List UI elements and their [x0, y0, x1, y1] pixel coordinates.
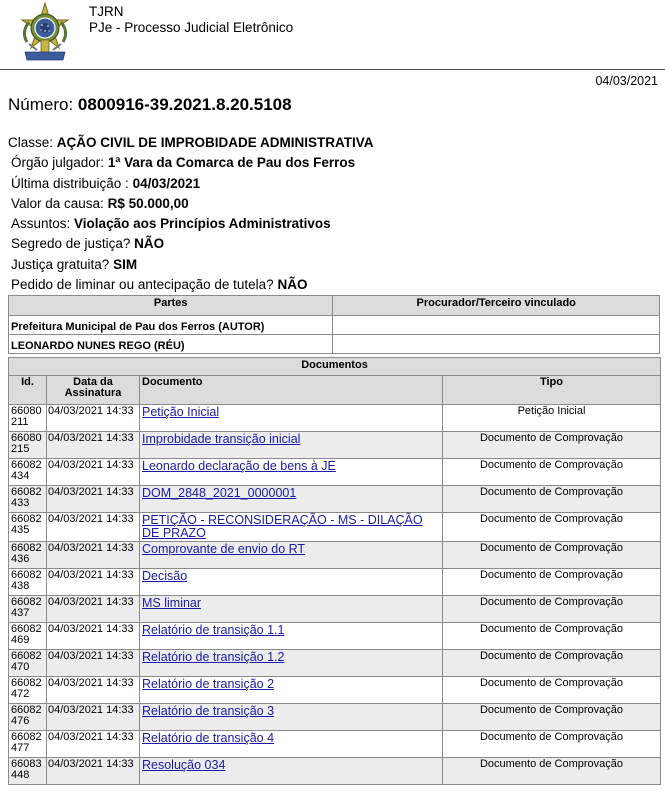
document-date: 04/03/2021 14:33: [47, 596, 140, 623]
meta-distribuicao: [8, 174, 374, 194]
meta-value: AÇÃO CIVIL DE IMPROBIDADE ADMINISTRATIVA: [56, 135, 374, 150]
meta-label: Última distribuição :: [11, 175, 129, 191]
meta-value: SIM: [113, 256, 138, 272]
meta-label: Pedido de liminar ou antecipação de tutela?: [11, 277, 274, 293]
col-type-header: Tipo: [443, 376, 661, 405]
document-date: 04/03/2021 14:33: [47, 513, 140, 542]
document-link[interactable]: MS liminar: [142, 596, 202, 610]
document-row: [9, 650, 661, 677]
document-type: Documento de Comprovação: [443, 758, 661, 785]
header-divider: [0, 69, 665, 70]
document-id: 66080 215: [9, 432, 47, 459]
document-date: 04/03/2021 14:33: [47, 623, 140, 650]
meta-value: 1ª Vara da Comarca de Pau dos Ferros: [107, 155, 356, 171]
document-id: 66082 470: [9, 650, 47, 677]
meta-label: Classe:: [8, 135, 54, 150]
document-cell: [140, 459, 443, 486]
document-cell: [140, 405, 443, 432]
document-type: Petição Inicial: [443, 405, 661, 432]
col-date-header: Data da Assinatura: [47, 376, 140, 405]
document-link[interactable]: Relatório de transição 1.2: [142, 650, 285, 664]
page-header: [0, 0, 665, 70]
document-date: 04/03/2021 14:33: [47, 677, 140, 704]
document-date: 04/03/2021 14:33: [47, 405, 140, 432]
document-row: [9, 704, 661, 731]
document-row: [9, 758, 661, 785]
meta-valor: [8, 194, 374, 214]
document-cell: [140, 569, 443, 596]
document-row: [9, 486, 661, 513]
document-type: Documento de Comprovação: [443, 432, 661, 459]
document-date: 04/03/2021 14:33: [47, 650, 140, 677]
document-cell: [140, 731, 443, 758]
document-id: 66082 438: [9, 569, 47, 596]
document-id: 66082 472: [9, 677, 47, 704]
documentos-column-headers: [9, 376, 661, 405]
document-date: 04/03/2021 14:33: [47, 569, 140, 596]
document-link[interactable]: Resolução 034: [142, 758, 226, 772]
document-date: 04/03/2021 14:33: [47, 704, 140, 731]
document-id: 66082 433: [9, 486, 47, 513]
document-row: [9, 623, 661, 650]
meta-value: Violação aos Princípios Administrativos: [74, 216, 331, 232]
document-type: Documento de Comprovação: [443, 513, 661, 542]
document-date: 04/03/2021 14:33: [47, 459, 140, 486]
document-date: 04/03/2021: [595, 74, 658, 88]
document-cell: [140, 596, 443, 623]
procurador-cell: [333, 335, 660, 354]
document-link[interactable]: Comprovante de envio do RT: [142, 542, 306, 556]
meta-assuntos: [8, 214, 374, 234]
brazil-coat-of-arms-icon: [17, 2, 73, 66]
document-date: 04/03/2021 14:33: [47, 486, 140, 513]
meta-value: NÃO: [277, 277, 308, 293]
document-type: Documento de Comprovação: [443, 731, 661, 758]
document-date: 04/03/2021 14:33: [47, 731, 140, 758]
documentos-title: Documentos: [9, 358, 661, 376]
documentos-body: [9, 405, 661, 785]
document-row: [9, 569, 661, 596]
document-link[interactable]: Relatório de transição 3: [142, 704, 275, 718]
process-number: [8, 95, 292, 115]
document-link[interactable]: PETIÇÃO - RECONSIDERAÇÃO - MS - DILAÇÃO DE PRAZO: [142, 513, 423, 540]
system-name: PJe - Processo Judicial Eletrônico: [89, 20, 294, 35]
document-row: [9, 596, 661, 623]
col-document-header: Documento: [140, 376, 443, 405]
procurador-header: Procurador/Terceiro vinculado: [333, 296, 660, 316]
document-id: 66082 434: [9, 459, 47, 486]
meta-label: Órgão julgador:: [11, 155, 105, 171]
meta-orgao: [8, 153, 374, 173]
document-type: Documento de Comprovação: [443, 569, 661, 596]
meta-segredo: [8, 234, 374, 254]
partes-header: Partes: [9, 296, 333, 316]
document-id: 66082 437: [9, 596, 47, 623]
documentos-table: [8, 357, 661, 785]
meta-label: Valor da causa:: [11, 195, 104, 211]
process-number-label: Número:: [8, 95, 74, 114]
document-cell: [140, 704, 443, 731]
meta-value: R$ 50.000,00: [107, 195, 189, 211]
document-date: 04/03/2021 14:33: [47, 542, 140, 569]
parte-name: Prefeitura Municipal de Pau dos Ferros (AUTOR): [9, 316, 333, 335]
partes-row: [9, 335, 660, 354]
meta-liminar: [8, 275, 374, 295]
document-row: [9, 405, 661, 432]
document-type: Documento de Comprovação: [443, 596, 661, 623]
document-type: Documento de Comprovação: [443, 677, 661, 704]
document-id: 66080 211: [9, 405, 47, 432]
document-row: [9, 542, 661, 569]
meta-label: Segredo de justiça?: [11, 236, 131, 252]
document-id: 66082 476: [9, 704, 47, 731]
document-cell: [140, 486, 443, 513]
document-cell: [140, 623, 443, 650]
partes-table: [8, 295, 660, 354]
document-cell: [140, 432, 443, 459]
col-id-header: Id.: [9, 376, 47, 405]
meta-label: Justiça gratuita?: [11, 256, 110, 272]
document-cell: [140, 758, 443, 785]
document-type: Documento de Comprovação: [443, 486, 661, 513]
org-block: [89, 4, 293, 36]
document-type: Documento de Comprovação: [443, 650, 661, 677]
meta-value: NÃO: [134, 236, 165, 252]
partes-header-row: [9, 296, 660, 316]
org-name: TJRN: [89, 4, 124, 19]
documentos-title-row: [9, 358, 661, 376]
document-row: [9, 731, 661, 758]
document-link[interactable]: Relatório de transição 1.1: [142, 623, 285, 637]
document-date: 04/03/2021 14:33: [47, 432, 140, 459]
document-link[interactable]: Relatório de transição 2: [142, 677, 275, 691]
document-link[interactable]: Petição Inicial: [142, 405, 220, 419]
document-id: 66082 436: [9, 542, 47, 569]
document-id: 66082 435: [9, 513, 47, 542]
meta-label: Assuntos:: [11, 216, 71, 232]
document-id: 66082 469: [9, 623, 47, 650]
document-cell: [140, 542, 443, 569]
document-row: [9, 459, 661, 486]
procurador-cell: [333, 316, 660, 335]
document-id: 66082 477: [9, 731, 47, 758]
process-metadata: [8, 133, 374, 295]
meta-justica-gratuita: [8, 255, 374, 275]
document-cell: [140, 513, 443, 542]
document-cell: [140, 650, 443, 677]
document-cell: [140, 677, 443, 704]
partes-row: [9, 316, 660, 335]
document-link[interactable]: Relatório de transição 4: [142, 731, 275, 745]
document-type: Documento de Comprovação: [443, 623, 661, 650]
meta-classe: [8, 133, 374, 153]
document-row: [9, 432, 661, 459]
parte-name: LEONARDO NUNES REGO (RÉU): [9, 335, 333, 354]
document-row: [9, 677, 661, 704]
meta-value: 04/03/2021: [132, 175, 201, 191]
document-link[interactable]: DOM_2848_2021_0000001: [142, 486, 297, 500]
document-link[interactable]: Improbidade transição inicial: [142, 432, 301, 446]
document-id: 66083 448: [9, 758, 47, 785]
document-type: Documento de Comprovação: [443, 704, 661, 731]
document-link[interactable]: Decisão: [142, 569, 188, 583]
document-type: Documento de Comprovação: [443, 542, 661, 569]
document-type: Documento de Comprovação: [443, 459, 661, 486]
document-link[interactable]: Leonardo declaração de bens à JE: [142, 459, 336, 473]
document-date: 04/03/2021 14:33: [47, 758, 140, 785]
document-row: [9, 513, 661, 542]
process-number-value: 0800916-39.2021.8.20.5108: [77, 95, 292, 114]
